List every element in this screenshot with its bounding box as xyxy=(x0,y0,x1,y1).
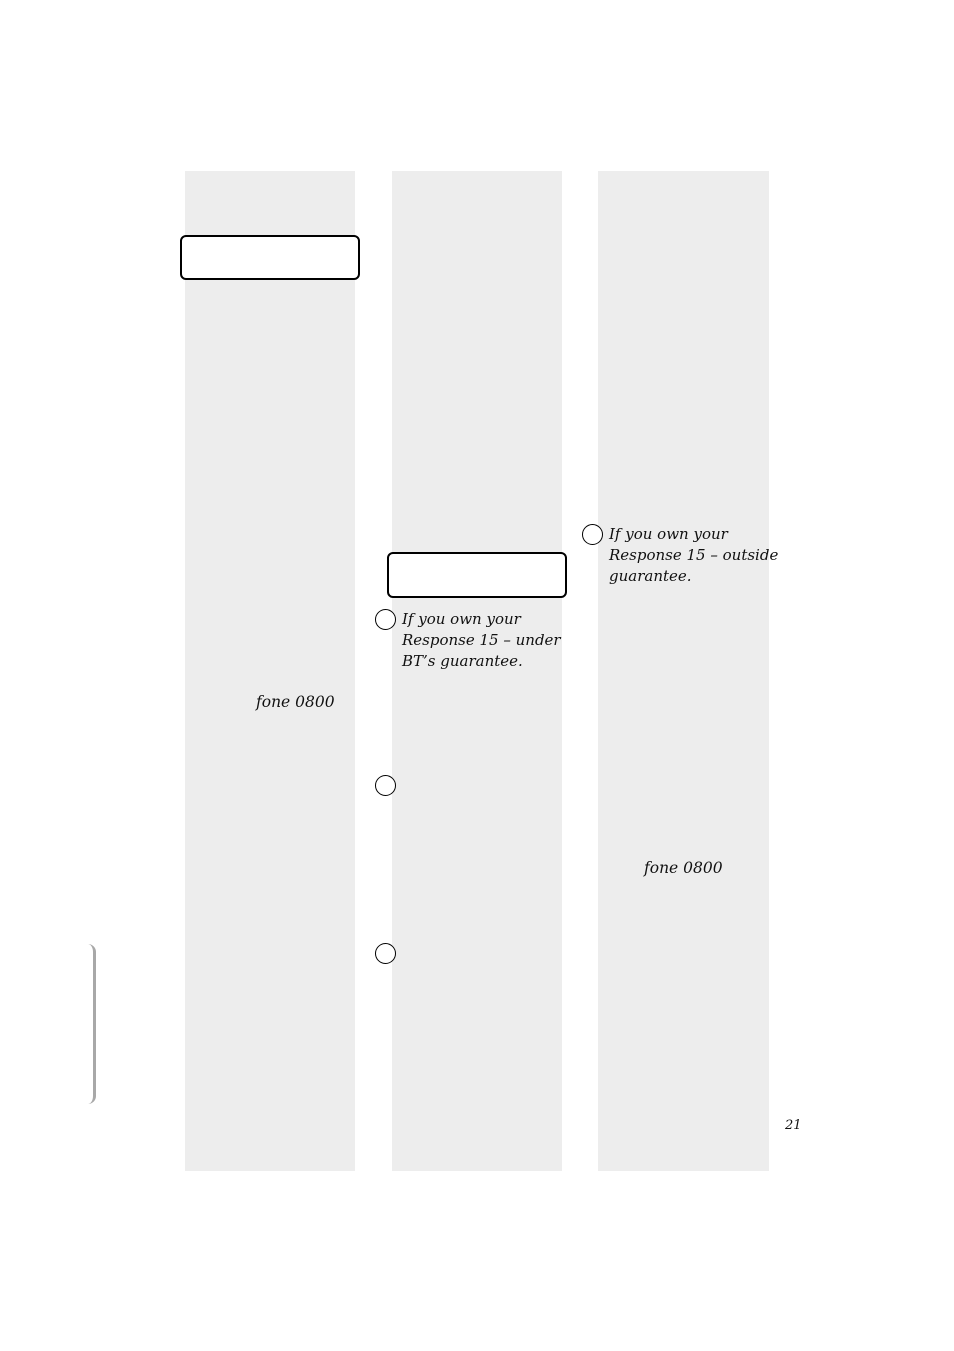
column-2-guarantee-note xyxy=(402,609,560,672)
column-1-heading-box xyxy=(180,235,360,280)
column-1-phone-text: fone 0800 xyxy=(256,693,335,711)
column-3-guarantee-note xyxy=(609,524,779,587)
column-3-bullet-circle-icon xyxy=(582,524,603,545)
note-line: BT’s guarantee. xyxy=(402,652,523,670)
column-3-background xyxy=(598,171,779,1171)
note-line: Response 15 – outside xyxy=(609,546,779,564)
column-1-background xyxy=(185,171,355,1171)
column-2-bullet-circle-icon xyxy=(375,609,396,630)
column-3-phone-text: fone 0800 xyxy=(644,859,723,877)
page-number: 21 xyxy=(785,1118,802,1133)
column-2-heading-box xyxy=(387,552,567,598)
column-2-bullet-circle-icon xyxy=(375,943,396,964)
note-line: guarantee. xyxy=(609,567,692,585)
side-tab-edge xyxy=(86,944,96,1104)
column-2-bullet-circle-icon xyxy=(375,775,396,796)
note-line: If you own your xyxy=(402,610,521,628)
note-line: Response 15 – under xyxy=(402,631,561,649)
note-line: If you own your xyxy=(609,525,728,543)
